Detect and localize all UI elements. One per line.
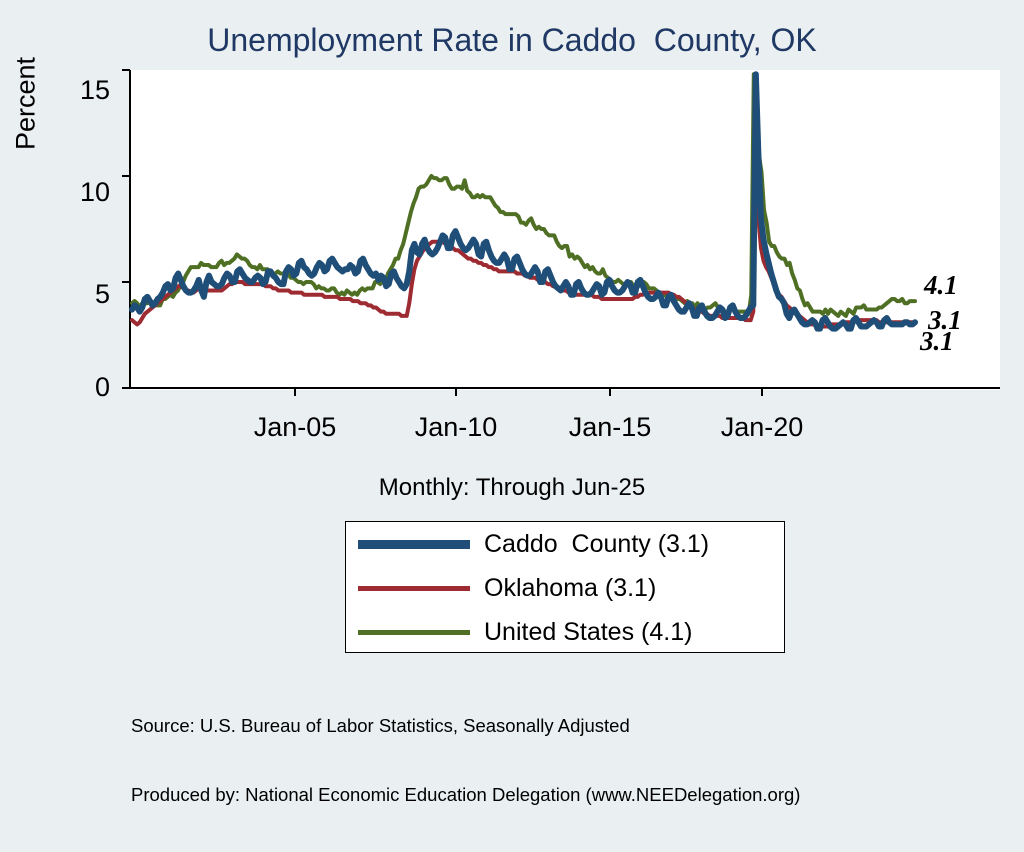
y-axis-label: Percent [10, 56, 41, 151]
x-tick-jan05: Jan-05 [253, 412, 337, 442]
legend-swatch-caddo-county [358, 540, 470, 549]
legend-item-caddo-county [346, 522, 784, 566]
legend-label-caddo-county: Caddo County (3.1) [484, 529, 710, 558]
end-label-united-states: 4.1 [924, 270, 958, 300]
end-label-oklahoma: 3.1 [928, 305, 962, 335]
x-tick-jan20: Jan-20 [720, 412, 804, 442]
source-line-1: Source: U.S. Bureau of Labor Statistics, Seasonally Adjusted [131, 715, 630, 736]
y-tick-0: 0 [94, 372, 110, 402]
legend-swatch-united-states [358, 630, 470, 635]
y-tick-5: 5 [94, 279, 110, 309]
chart-legend [345, 521, 785, 653]
chart-subcaption: Monthly: Through Jun-25 [378, 474, 646, 501]
legend-item-oklahoma [346, 566, 784, 610]
x-tick-jan15: Jan-15 [568, 412, 652, 442]
legend-label-oklahoma: Oklahoma (3.1) [484, 573, 657, 602]
legend-item-united-states [346, 610, 784, 654]
legend-label-united-states: United States (4.1) [484, 617, 693, 646]
y-tick-10: 10 [79, 177, 110, 207]
y-tick-15: 15 [79, 75, 110, 105]
end-label-caddo-county: 3.1 [920, 326, 954, 356]
source-note [131, 668, 800, 852]
series-lines [132, 74, 915, 328]
chart-title: Unemployment Rate in Caddo County, OK [207, 22, 817, 58]
line-oklahoma [132, 176, 915, 327]
source-line-2: Produced by: National Economic Education Delegation (www.NEEDelegation.org) [131, 784, 801, 805]
x-tick-jan10: Jan-10 [414, 412, 498, 442]
legend-swatch-oklahoma [358, 586, 470, 591]
